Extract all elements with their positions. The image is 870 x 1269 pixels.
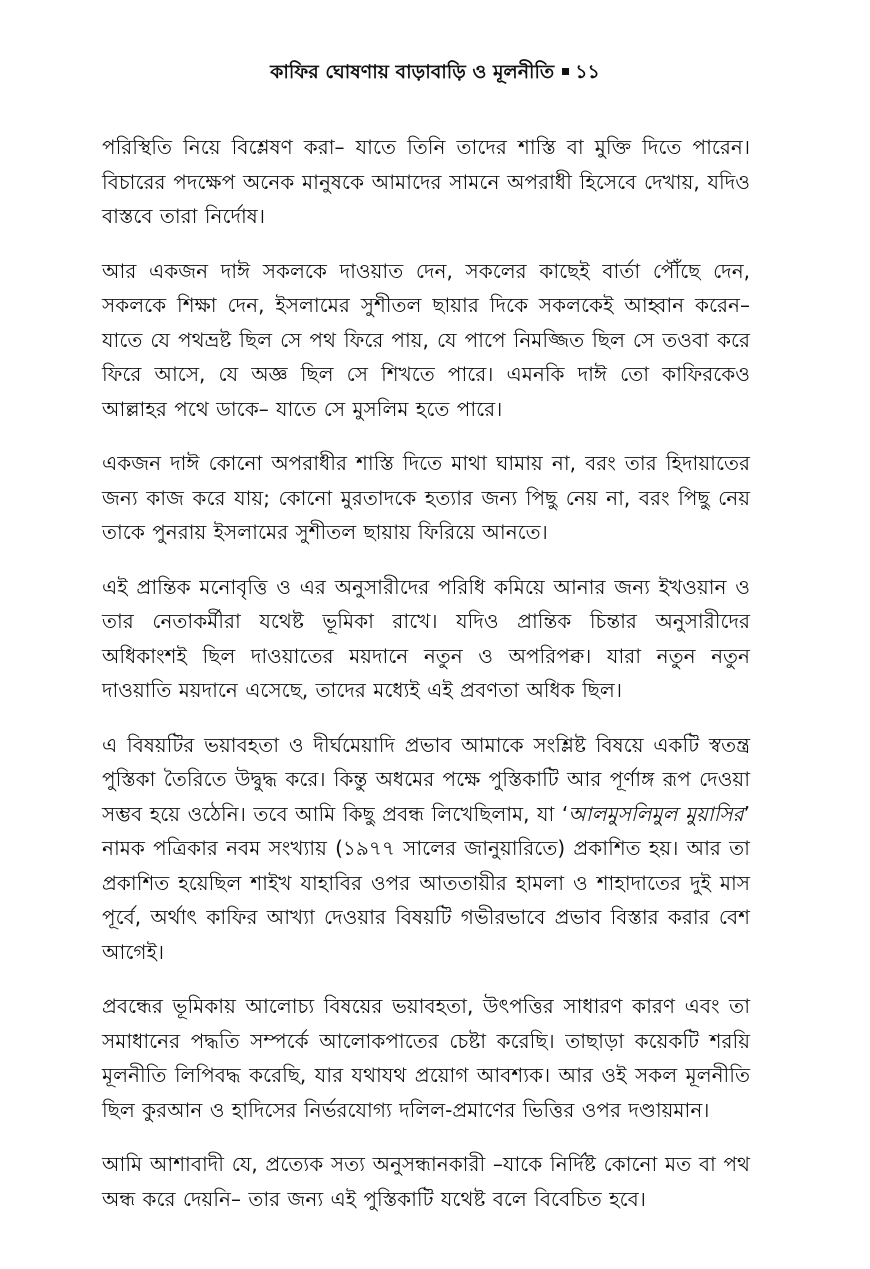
paragraph-3: একজন দাঈ কোনো অপরাধীর শাস্তি দিতে মাথা ঘামায় না, বরং তার হিদায়াতের জন্য কাজ করে যায়; কোনো মুরতাদকে হত্যার জন্য পিছু নেয় না, বরং পিছু নেয় তাকে পুনরায় ইসলামের সুশীতল ছায়ায় ফিরিয়ে আনতে।: [102, 451, 750, 544]
body-text: [102, 130, 750, 1236]
paragraph-4: এই প্রান্তিক মনোবৃত্তি ও এর অনুসারীদের পরিধি কমিয়ে আনার জন্য ইখওয়ান ও তার নেতাকর্মীরা যথেষ্ট ভূমিকা রাখে। যদিও প্রান্তিক চিন্তার অনুসারীদের অধিকাংশই ছিল দাওয়াতের ময়দানে নতুন ও অপরিপক্ব। যারা নতুন নতুন দাওয়াতি ময়দানে এসেছে, তাদের মধ্যেই এই প্রবণতা অধিক ছিল।: [102, 574, 750, 702]
running-header: [0, 58, 870, 86]
page-number: ১১: [575, 61, 600, 83]
chapter-title: কাফির ঘোষণায় বাড়াবাড়ি ও মূলনীতি: [270, 61, 555, 83]
paragraph-5-text-before: এ বিষয়টির ভয়াবহতা ও দীর্ঘমেয়াদি প্রভাব আমাকে সংশ্লিষ্ট বিষয়ে একটি স্বতন্ত্র পুস্তিকা তৈরিতে উদ্বুদ্ধ করে। কিন্তু অধমের পক্ষে পুস্তিকাটি আর পূর্ণাঙ্গ রূপ দেওয়া সম্ভব হয়ে ওঠেনি। তবে আমি কিছু প্রবন্ধ লিখেছিলাম, যা ‘: [102, 732, 750, 826]
paragraph-2: আর একজন দাঈ সকলকে দাওয়াত দেন, সকলের কাছেই বার্তা পৌঁছে দেন, সকলকে শিক্ষা দেন, ইসলামের সুশীতল ছায়ার দিকে সকলকেই আহ্বান করেন– যাতে যে পথভ্রষ্ট ছিল সে পথ ফিরে পায়, যে পাপে নিমজ্জিত ছিল সে তওবা করে ফিরে আসে, যে অজ্ঞ ছিল সে শিখতে পারে। এমনকি দাঈ তো কাফিরকেও আল্লাহর পথে ডাকে– যাতে সে মুসলিম হতে পারে।: [102, 258, 750, 421]
paragraph-1: পরিস্থিতি নিয়ে বিশ্লেষণ করা– যাতে তিনি তাদের শাস্তি বা মুক্তি দিতে পারেন। বিচারের পদক্ষেপ অনেক মানুষকে আমাদের সামনে অপরাধী হিসেবে দেখায়, যদিও বাস্তবে তারা নির্দোষ।: [102, 135, 750, 228]
paragraph-7: আমি আশাবাদী যে, প্রত্যেক সত্য অনুসন্ধানকারী –যাকে নির্দিষ্ট কোনো মত বা পথ অন্ধ করে দেয়নি– তার জন্য এই পুস্তিকাটি যথেষ্ট বলে বিবেচিত হবে।: [102, 1152, 750, 1211]
paragraph-5: [102, 728, 750, 970]
paragraph-6: প্রবন্ধের ভূমিকায় আলোচ্য বিষয়ের ভয়াবহতা, উৎপত্তির সাধারণ কারণ এবং তা সমাধানের পদ্ধতি সম্পর্কে আলোকপাতের চেষ্টা করেছি। তাছাড়া কয়েকটি শরয়ি মূলনীতি লিপিবদ্ধ করেছি, যার যথাযথ প্রয়োগ আবশ্যক। আর ওই সকল মূলনীতি ছিল কুরআন ও হাদিসের নির্ভরযোগ্য দলিল-প্রমাণের ভিত্তির ওপর দণ্ডায়মান।: [102, 994, 750, 1122]
paragraph-5-text-after: ’ নামক পত্রিকার নবম সংখ্যায় (১৯৭৭ সালের জানুয়ারিতে) প্রকাশিত হয়। আর তা প্রকাশিত হয়েছিল শাইখ যাহাবির ওপর আততায়ীর হামলা ও শাহাদাতের দুই মাস পূর্বে, অর্থাৎ কাফির আখ্যা দেওয়ার বিষয়টি গভীরভাবে প্রভাব বিস্তার করার বেশ আগেই।: [102, 801, 750, 964]
magazine-title: আলমুসলিমুল মুয়াসির: [568, 801, 744, 826]
separator-square-icon: [562, 68, 569, 75]
